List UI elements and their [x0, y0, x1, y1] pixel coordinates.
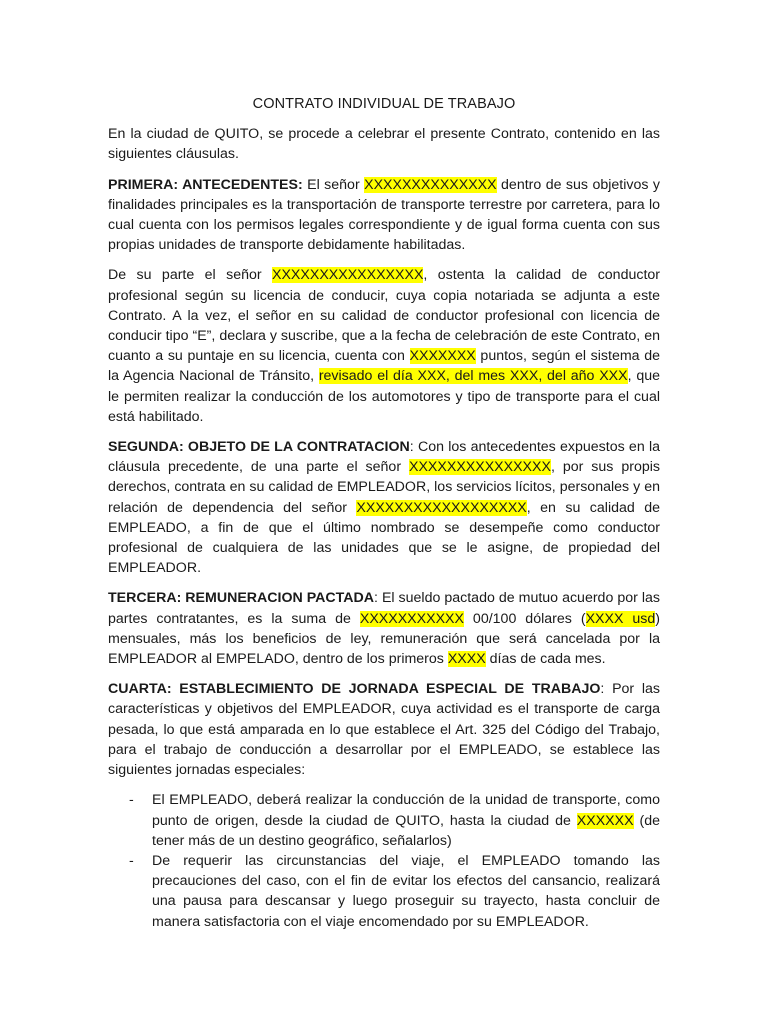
- clause-text: : Con los antecedentes expuestos en la cláusula precedente, de una parte el señor: [108, 439, 660, 476]
- intro-paragraph: [108, 124, 660, 164]
- highlighted-placeholder: XXXXXXXXXXX: [359, 610, 464, 627]
- paragraph-text: , ostenta la calidad de conductor profesional según su licencia de conducir, cuya copia notariada se adjunta a este Contrato. A la vez, el señor en su calidad de conductor profesional con licencia de conducir tipo “E”, declara y suscribe, que a la fecha de celebración de este Contrato, en cuanto a su puntaje en su licencia, cuenta con: [108, 267, 660, 365]
- clause-cuarta-label: CUARTA: ESTABLECIMIENTO DE JORNADA ESPECIAL DE TRABAJO: [108, 681, 601, 698]
- list-item-text: El EMPLEADO, deberá realizar la conducción de la unidad de transporte, como punto de origen, desde la ciudad de QUITO, hasta la ciudad de: [152, 792, 660, 829]
- highlighted-placeholder: revisado el día XXX, del mes XXX, del año XXX: [318, 368, 628, 385]
- clause-text: : Por las características y objetivos del EMPLEADOR, cuya actividad es el transporte de carga pesada, lo que está amparada en lo que establece el Art. 325 del Código del Trabajo, para el trabajo de conducción a desarrollar por el EMPLEADO, se establece las siguientes jornadas especiales:: [108, 681, 661, 779]
- paragraph-text: De su parte el señor: [108, 267, 272, 284]
- list-item: [129, 851, 660, 932]
- list-item: [129, 790, 660, 851]
- paragraph-text: puntos, según el sistema de la Agencia Nacional de Tránsito,: [108, 348, 660, 385]
- highlighted-placeholder: XXXXXXXXXXXXXX: [364, 176, 497, 193]
- highlighted-placeholder: XXXXXXXXXXXXXXXXXX: [356, 499, 527, 516]
- document-title: CONTRATO INDIVIDUAL DE TRABAJO: [252, 96, 516, 112]
- highlighted-placeholder: XXXX usd: [585, 610, 656, 627]
- clause-segunda-label: SEGUNDA: OBJETO DE LA CONTRATACION: [108, 439, 410, 456]
- clause-primera: [108, 175, 660, 256]
- dash-bullet: -: [129, 852, 134, 869]
- dash-bullet: -: [129, 792, 134, 809]
- conductor-paragraph: [108, 265, 660, 427]
- clause-text: , en su calidad de EMPLEADO, a fin de que el último nombrado se desempeñe como conductor profesional de cualquiera de las unidades que se le asigne, de propiedad del EMPLEADOR.: [108, 499, 660, 577]
- clause-text: días de cada mes.: [485, 651, 606, 668]
- clause-text: ) mensuales, más los beneficios de ley, remuneración que será cancelada por la EMPLEADOR al EMPELADO, dentro de los primeros: [108, 610, 661, 668]
- clause-text: El señor: [302, 176, 365, 193]
- paragraph-text: , que le permiten realizar la conducción de los automotores y tipo de transporte para el cual está habilitado.: [108, 368, 660, 425]
- highlighted-placeholder: XXXXXX: [576, 812, 634, 829]
- highlighted-placeholder: XXXXXXX: [409, 348, 476, 365]
- clause-cuarta: [108, 679, 660, 780]
- clause-primera-label: PRIMERA: ANTECEDENTES:: [108, 176, 303, 193]
- clause-segunda: [108, 437, 660, 578]
- clause-text: 00/100 dólares (: [463, 610, 586, 627]
- clause-tercera: [108, 588, 660, 669]
- clause-text: : El sueldo pactado de mutuo acuerdo por las partes contratantes, es la suma de: [108, 590, 660, 627]
- clause-text: dentro de sus objetivos y finalidades principales es la transportación de transporte terrestre por carretera, para lo cual cuenta con los permisos legales correspondiente y de igual forma cuenta con sus propias unidades de transporte debidamente habilitadas.: [108, 176, 660, 254]
- highlighted-placeholder: XXXXXXXXXXXXXXXX: [272, 267, 424, 284]
- list-item-text: (de tener más de un destino geográfico, señalarlos): [152, 812, 660, 849]
- jornada-list: [108, 790, 660, 931]
- highlighted-placeholder: XXXXXXXXXXXXXXX: [409, 459, 551, 476]
- list-item-text: De requerir las circunstancias del viaje, el EMPLEADO tomando las precauciones del caso, con el fin de evitar los efectos del cansancio, realizará una pausa para descansar y luego proseguir su trayecto, hasta concluir de manera satisfactoria con el viaje encomendado por su EMPLEADOR.: [152, 852, 660, 930]
- clause-text: , por sus propis derechos, contrata en su calidad de EMPLEADOR, los servicios lícitos, personales y en relación de dependencia del señor: [108, 459, 660, 516]
- highlighted-placeholder: XXXX: [447, 651, 486, 668]
- intro-text: En la ciudad de QUITO, se procede a celebrar el presente Contrato, contenido en las siguientes cláusulas.: [108, 126, 660, 163]
- clause-tercera-label: TERCERA: REMUNERACION PACTADA: [108, 590, 374, 607]
